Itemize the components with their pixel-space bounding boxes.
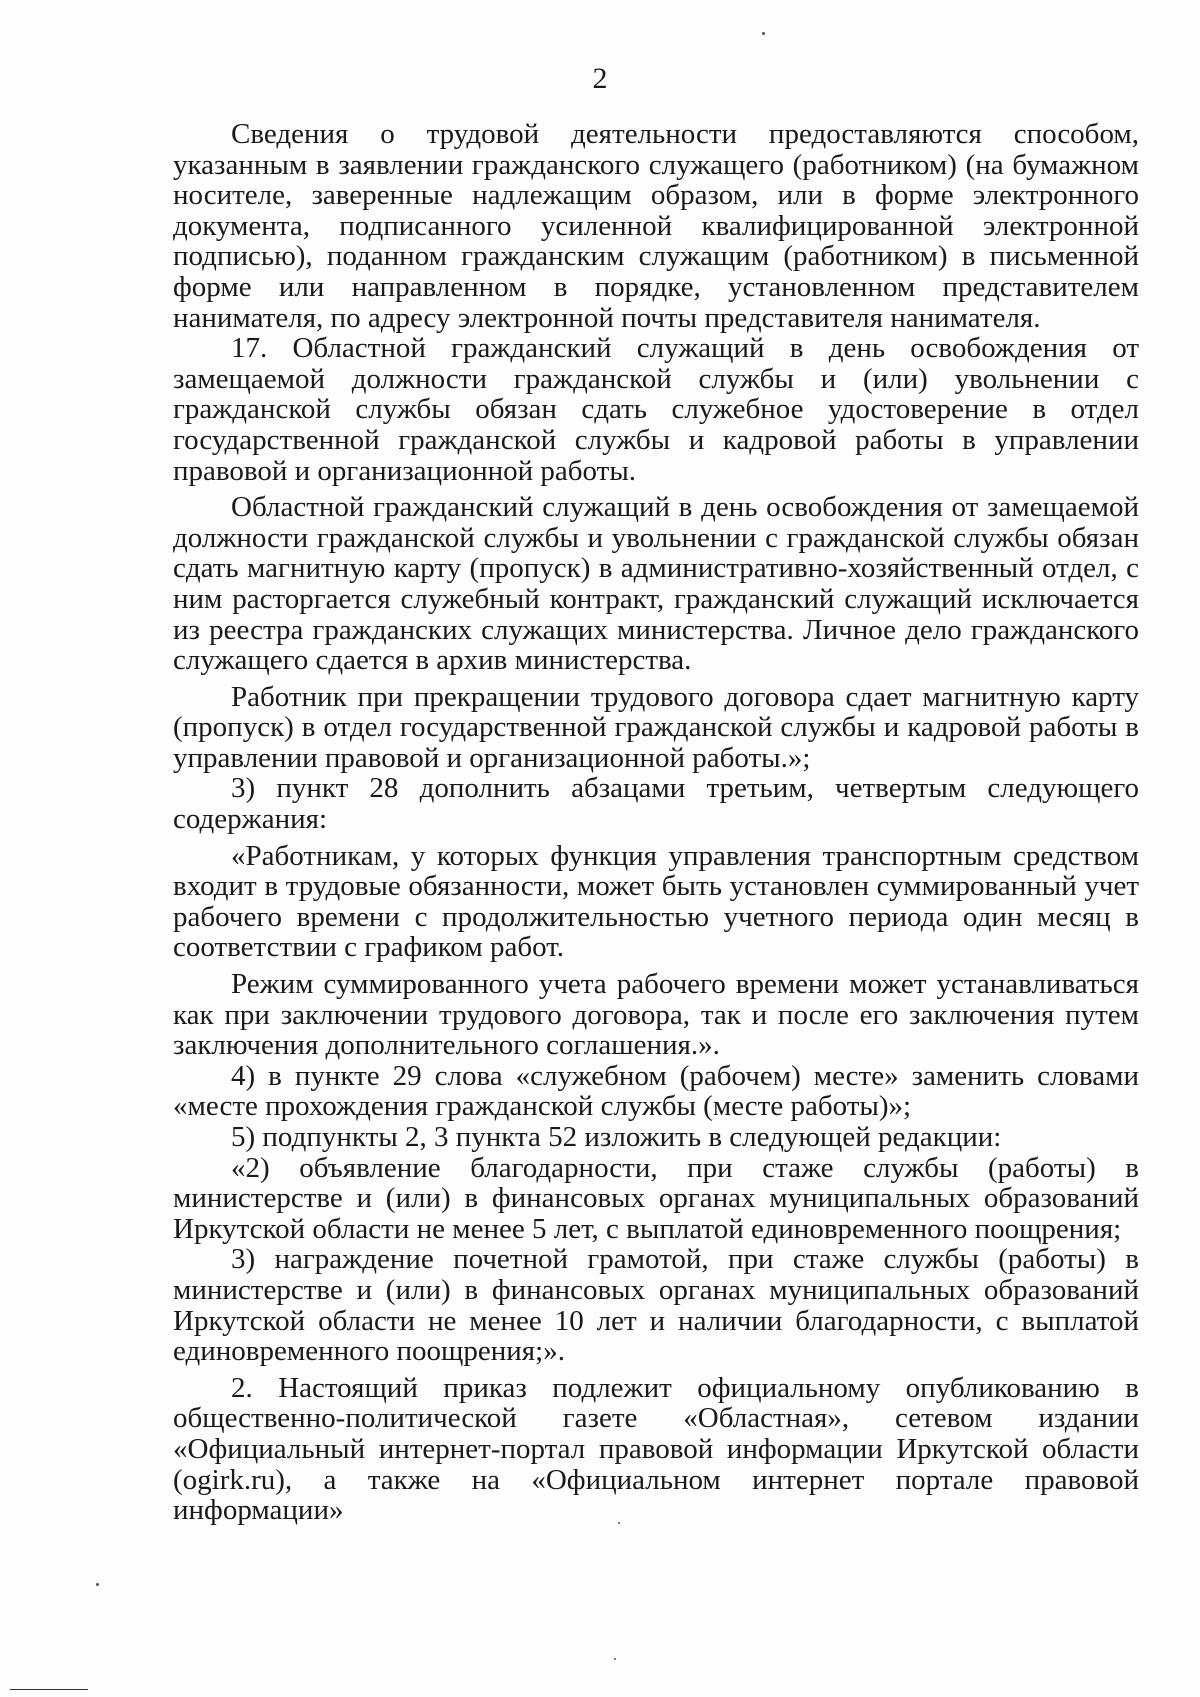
paragraph-magnetic-card-employee: Работник при прекращении трудового договора сдает магнитную карту (пропуск) в отдел государственной гражданской службы и кадровой работы в управлении правовой и организационной работы.»; xyxy=(173,680,1139,774)
paragraph-certificate-award: 3) награждение почетной грамотой, при стаже службы (работы) в министерстве и (или) в финансовых органах муниципальных образований Иркутской области не менее 10 лет и наличии благодарности, с выплатой единовременного поощрения;». xyxy=(173,1243,1139,1368)
paragraph-publication-order: 2. Настоящий приказ подлежит официальному опубликованию в общественно-политической газете «Областная», сетевом издании «Официальный интернет-портал правовой информации Иркутской области (ogirk.ru), а также на «Официальном интернет портале правовой информации» xyxy=(173,1371,1139,1527)
paragraph-summarized-regime: Режим суммированного учета рабочего времени может устанавливаться как при заключении трудового договора, так и после его заключения путем заключения дополнительного соглашения.». xyxy=(173,968,1139,1062)
paragraph-summarized-accounting: «Работникам, у которых функция управления транспортным средством входит в трудовые обязанности, может быть установлен суммированный учет рабочего времени с продолжительностью учетного периода один месяц в соответствии с графиком работ. xyxy=(173,839,1139,964)
paragraph-item-17: 17. Областной гражданский служащий в день освобождения от замещаемой должности гражданской службы и (или) увольнении с гражданской службы обязан сдать служебное удостоверение в отдел государственной гражданской службы и кадровой работы в управлении правовой и организационной работы. xyxy=(173,332,1139,487)
scan-speck xyxy=(614,1658,616,1660)
paragraph-amendment-4: 4) в пункте 29 слова «служебном (рабочем) месте» заменить словами «месте прохождения гражданской службы (месте работы)»; xyxy=(173,1059,1139,1123)
paragraph-amendment-3: 3) пункт 28 дополнить абзацами третьим, четвертым следующего содержания: xyxy=(173,772,1139,836)
scan-speck xyxy=(96,1583,99,1586)
paragraph-amendment-5: 5) подпункты 2, 3 пункта 52 изложить в следующей редакции: xyxy=(231,1121,1002,1153)
paragraph-gratitude-award: «2) объявление благодарности, при стаже службы (работы) в министерстве и (или) в финансовых органах муниципальных образований Иркутской области не менее 5 лет, с выплатой единовременного поощрения; xyxy=(173,1151,1139,1245)
scan-speck xyxy=(762,32,765,35)
paragraph-magnetic-card-servant: Областной гражданский служащий в день освобождения от замещаемой должности гражданской службы и увольнении с гражданской службы обязан сдать магнитную карту (пропуск) в административно-хозяйственный отдел, с ним расторгается служебный контракт, гражданский служащий исключается из реестра гражданских служащих министерства. Личное дело гражданского служащего сдается в архив министерства. xyxy=(173,491,1139,677)
page-number: 2 xyxy=(592,62,608,95)
document-body xyxy=(173,119,1139,1526)
footnote-rule xyxy=(10,1689,88,1690)
paragraph-work-history-info: Сведения о трудовой деятельности предоставляются способом, указанным в заявлении гражданского служащего (работником) (на бумажном носителе, заверенные надлежащим образом, или в форме электронного документа, подписанного усиленной квалифицированной электронной подписью), поданном гражданским служащим (работником) в письменной форме или направленном в порядке, установленном представителем нанимателя, по адресу электронной почты представителя нанимателя. xyxy=(173,118,1139,334)
scan-speck xyxy=(618,1522,620,1524)
